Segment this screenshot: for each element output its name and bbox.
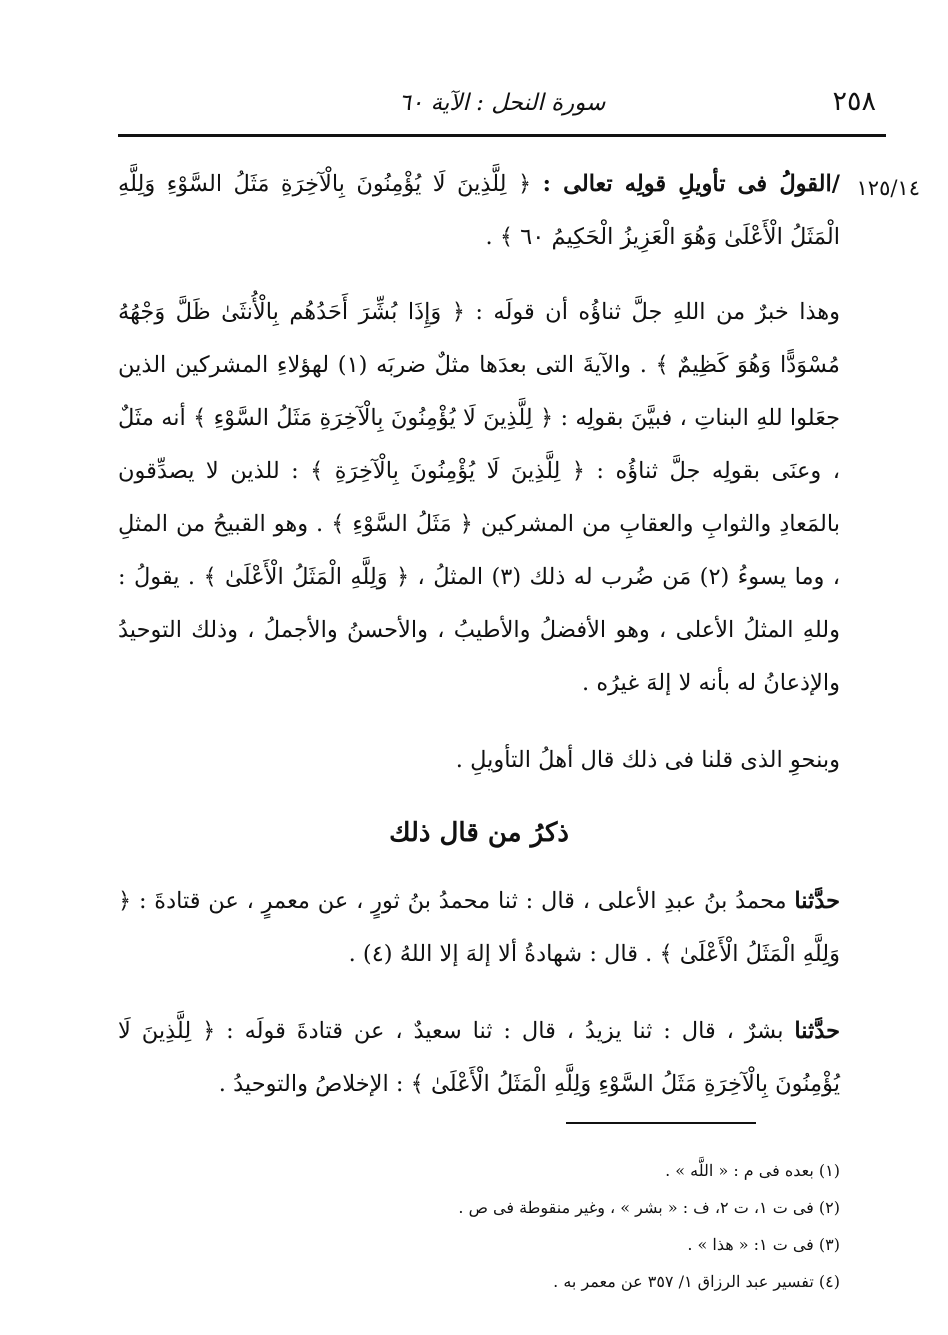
- page-number: ٢٥٨: [832, 86, 876, 117]
- footnote-1: (١) بعده فى م : « اللَّه » .: [665, 1161, 840, 1180]
- page-header: [118, 84, 886, 124]
- paragraph-2: وبنحوِ الذى قلنا فى ذلك قال أهلُ التأويلِ .: [455, 747, 840, 773]
- header-rule: [118, 134, 886, 137]
- commentary-heading: [118, 158, 840, 264]
- verse-quote: ﴿ لِلَّذِينَ لَا يُؤْمِنُونَ بِالْآخِرَةِ مَثَلُ السَّوْءِ وَلِلَّهِ الْمَثَلُ الْأَعْلَىٰ وَهُوَ الْعَزِيزُ الْحَكِيمُ ٦٠ ﴾ .: [118, 171, 840, 250]
- footnote-2: (٢) فى ت ١، ت ٢، ف : « بشر » ، وغير منقوطة فى ص .: [458, 1198, 840, 1217]
- footnote-4: (٤) تفسير عبد الرزاق ١/ ٣٥٧ عن معمر به .: [553, 1272, 840, 1291]
- paragraph-1: وهذا خبرٌ من اللهِ جلَّ ثناؤُه أن قولَه : ﴿ وَإِذَا بُشِّرَ أَحَدُهُم بِالْأُنثَىٰ ظَلَّ وَجْهُهُ مُسْوَدًّا وَهُوَ كَظِيمٌ ﴾ . والآيةَ التى بعدَها مثلٌ ضربَه (١) لهؤلاءِ المشركين الذين جعَلوا للهِ البناتِ ، فبيَّنَ بقولِه : ﴿ لِلَّذِينَ لَا يُؤْمِنُونَ بِالْآخِرَةِ مَثَلُ السَّوْءِ ﴾ أنه مثَلٌ ، وعنَى بقولِه جلَّ ثناؤُه : ﴿ لِلَّذِينَ لَا يُؤْمِنُونَ بِالْآخِرَةِ ﴾ : للذين لا يصدِّقون بالمَعادِ والثوابِ والعقابِ من المشركين ﴿ مَثَلُ السَّوْءِ ﴾ . وهو القبيحُ من المثلِ ، وما يسوءُ (٢) مَن ضُرب له ذلك (٣) المثلُ ، ﴿ وَلِلَّهِ الْمَثَلُ الْأَعْلَىٰ ﴾ . يقولُ : وللهِ المثلُ الأعلى ، وهو الأفضلُ والأطيبُ ، والأحسنُ والأجملُ ، وذلك التوحيدُ والإذعانُ له بأنه لا إلهَ غيرُه .: [118, 299, 840, 696]
- commentary-lead: /القولُ فى تأويلِ قولِه تعالى :: [542, 171, 841, 197]
- narration-lead: حدَّثنا: [794, 1018, 840, 1044]
- main-text: [118, 158, 840, 1111]
- section-heading: ذكرُ من قال ذلك: [389, 818, 569, 848]
- narration-text: بشرٌ ، قال : ثنا يزيدُ ، قال : ثنا سعيدٌ ، عن قتادةَ قولَه : ﴿ لِلَّذِينَ لَا يُؤْمِنُونَ بِالْآخِرَةِ مَثَلُ السَّوْءِ وَلِلَّهِ الْمَثَلُ الْأَعْلَىٰ ﴾ : الإخلاصُ والتوحيدُ .: [118, 1018, 840, 1097]
- footnote-3: (٣) فى ت ١: « هذا » .: [687, 1235, 840, 1254]
- side-reference: ١٢٥/١٤: [856, 176, 920, 200]
- narration-1: [118, 875, 840, 981]
- narration-lead: حدَّثنا: [794, 888, 840, 914]
- running-title: سورة النحل : الآية ٦٠: [398, 90, 606, 116]
- footnote-rule: [566, 1122, 756, 1124]
- footnotes: [118, 1152, 840, 1300]
- narration-text: محمدُ بنُ عبدِ الأعلى ، قال : ثنا محمدُ بنُ ثورٍ ، عن معمرٍ ، عن قتادةَ : ﴿ وَلِلَّهِ الْمَثَلُ الْأَعْلَىٰ ﴾ . قال : شهادةُ ألا إلهَ إلا اللهُ (٤) .: [118, 888, 840, 967]
- narration-2: [118, 1005, 840, 1111]
